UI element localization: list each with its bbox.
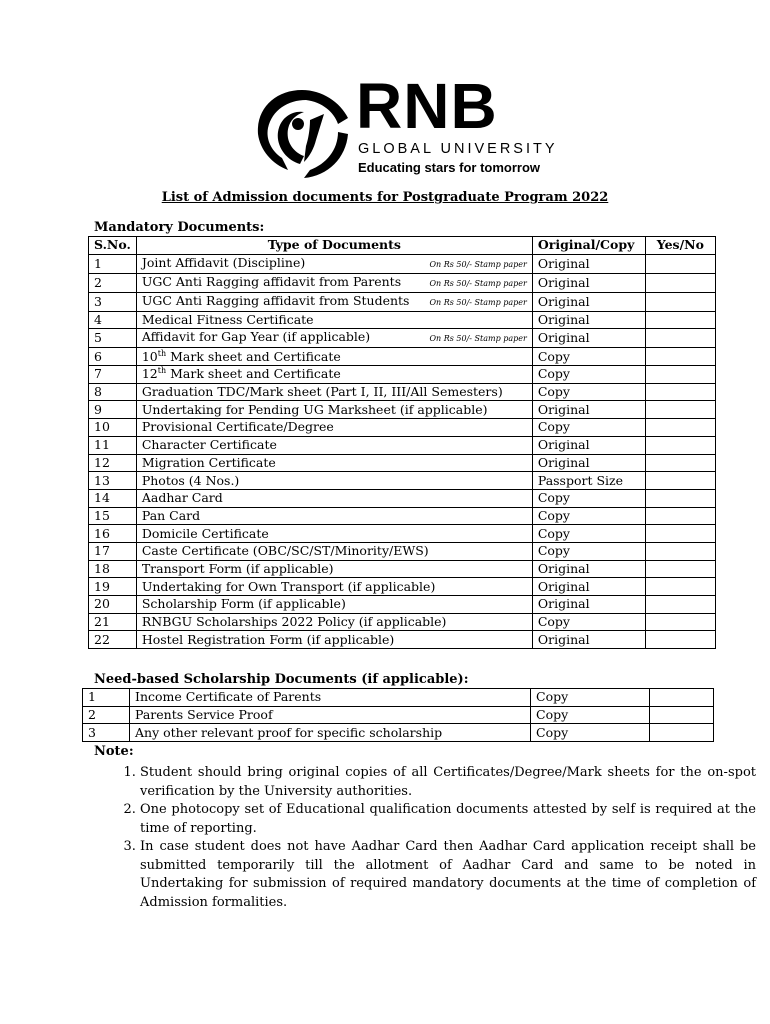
yes-no-cell[interactable] — [645, 507, 715, 525]
serial-number-cell: 18 — [89, 560, 137, 578]
serial-number-cell: 22 — [89, 631, 137, 649]
document-name: Graduation TDC/Mark sheet (Part I, II, III/All Semesters) — [141, 384, 503, 400]
serial-number-cell: 11 — [89, 436, 137, 454]
table-row — [89, 489, 716, 507]
note-item: 2. One photocopy set of Educational qualification documents attested by self is required at the time of reporting. — [140, 801, 756, 838]
document-number: 10 — [141, 348, 158, 364]
document-name: Provisional Certificate/Degree — [141, 419, 334, 435]
yes-no-cell[interactable] — [645, 254, 715, 273]
original-copy-cell: Original — [532, 254, 645, 273]
yes-no-cell[interactable] — [645, 560, 715, 578]
document-type-cell — [136, 348, 532, 366]
yes-no-cell[interactable] — [645, 292, 715, 311]
document-name: Aadhar Card — [141, 490, 223, 506]
university-logo — [252, 70, 562, 180]
notes-heading: Note: — [94, 744, 134, 759]
original-copy-cell: Copy — [532, 542, 645, 560]
original-copy-cell: Copy — [532, 525, 645, 543]
yes-no-cell[interactable] — [645, 613, 715, 631]
document-type-cell — [136, 436, 532, 454]
table-row — [89, 596, 716, 614]
column-header-original-copy: Original/Copy — [532, 237, 645, 255]
original-copy-cell: Original — [532, 631, 645, 649]
original-copy-cell: Copy — [531, 689, 650, 707]
serial-number-cell: 16 — [89, 525, 137, 543]
logo-emblem-icon — [252, 84, 352, 180]
original-copy-cell: Original — [532, 454, 645, 472]
yes-no-cell[interactable] — [645, 401, 715, 419]
table-row — [89, 273, 716, 292]
table-row — [89, 366, 716, 384]
logo-name: RNB — [356, 70, 498, 142]
ordinal-suffix: th — [157, 366, 167, 376]
table-row — [83, 689, 714, 707]
document-name: Undertaking for Own Transport (if applicable) — [141, 578, 436, 594]
table-row — [89, 348, 716, 366]
serial-number-cell: 2 — [83, 706, 130, 724]
serial-number-cell: 19 — [89, 578, 137, 596]
document-type-cell — [136, 273, 532, 292]
document-type-cell — [136, 525, 532, 543]
yes-no-cell[interactable] — [645, 596, 715, 614]
table-row — [89, 578, 716, 596]
stamp-paper-note: On Rs 50/- Stamp paper — [429, 278, 527, 288]
original-copy-cell: Original — [532, 560, 645, 578]
serial-number-cell: 21 — [89, 613, 137, 631]
serial-number-cell: 3 — [83, 724, 130, 742]
stamp-paper-note: On Rs 50/- Stamp paper — [429, 334, 527, 344]
document-name-cell: Parents Service Proof — [130, 706, 531, 724]
document-type-cell — [136, 578, 532, 596]
document-type-cell — [136, 366, 532, 384]
original-copy-cell: Copy — [532, 613, 645, 631]
yes-no-cell[interactable] — [645, 436, 715, 454]
table-row — [89, 472, 716, 490]
yes-no-cell[interactable] — [650, 706, 714, 724]
serial-number-cell: 1 — [83, 689, 130, 707]
yes-no-cell[interactable] — [645, 348, 715, 366]
document-name-cell: Any other relevant proof for specific scholarship — [130, 724, 531, 742]
yes-no-cell[interactable] — [645, 472, 715, 490]
table-row — [89, 383, 716, 401]
serial-number-cell: 7 — [89, 366, 137, 384]
document-number: 12 — [141, 366, 158, 382]
table-row — [89, 329, 716, 348]
scholarship-documents-table — [82, 688, 714, 742]
serial-number-cell: 15 — [89, 507, 137, 525]
logo-tagline: Educating stars for tomorrow — [358, 160, 541, 175]
original-copy-cell: Original — [532, 578, 645, 596]
document-name: Affidavit for Gap Year (if applicable) — [141, 329, 371, 345]
document-type-cell — [136, 507, 532, 525]
document-type-cell — [136, 489, 532, 507]
yes-no-cell[interactable] — [645, 542, 715, 560]
serial-number-cell: 9 — [89, 401, 137, 419]
serial-number-cell: 4 — [89, 311, 137, 329]
document-type-cell — [136, 454, 532, 472]
document-name: Pan Card — [141, 507, 201, 523]
table-row — [89, 454, 716, 472]
serial-number-cell: 5 — [89, 329, 137, 348]
document-name: UGC Anti Ragging affidavit from Students — [141, 292, 410, 308]
document-name: Caste Certificate (OBC/SC/ST/Minority/EWS) — [141, 543, 429, 559]
document-name: Scholarship Form (if applicable) — [141, 596, 346, 612]
mandatory-documents-table — [88, 236, 716, 649]
document-type-cell — [136, 401, 532, 419]
original-copy-cell: Copy — [532, 383, 645, 401]
original-copy-cell: Passport Size — [532, 472, 645, 490]
original-copy-cell: Copy — [532, 507, 645, 525]
document-name: Mark sheet and Certificate — [170, 366, 341, 382]
original-copy-cell: Original — [532, 329, 645, 348]
table-row — [83, 706, 714, 724]
column-header-sno: S.No. — [89, 237, 137, 255]
page-title: List of Admission documents for Postgraduate Program 2022 — [161, 190, 609, 205]
stamp-paper-note: On Rs 50/- Stamp paper — [429, 297, 527, 307]
serial-number-cell: 8 — [89, 383, 137, 401]
document-name-cell: Income Certificate of Parents — [130, 689, 531, 707]
document-type-cell — [136, 311, 532, 329]
table-header-row — [89, 237, 716, 255]
document-name: UGC Anti Ragging affidavit from Parents — [141, 273, 402, 289]
original-copy-cell: Original — [532, 311, 645, 329]
yes-no-cell[interactable] — [645, 273, 715, 292]
yes-no-cell[interactable] — [645, 383, 715, 401]
scholarship-heading: Need-based Scholarship Documents (if applicable): — [94, 672, 469, 687]
document-type-cell — [136, 596, 532, 614]
document-name: Transport Form (if applicable) — [141, 560, 334, 576]
table-row — [89, 525, 716, 543]
table-row — [89, 401, 716, 419]
serial-number-cell: 17 — [89, 542, 137, 560]
column-header-type: Type of Documents — [136, 237, 532, 255]
yes-no-cell[interactable] — [650, 724, 714, 742]
original-copy-cell: Copy — [532, 419, 645, 437]
serial-number-cell: 6 — [89, 348, 137, 366]
table-row — [89, 507, 716, 525]
serial-number-cell: 20 — [89, 596, 137, 614]
table-row — [89, 436, 716, 454]
document-type-cell — [136, 419, 532, 437]
table-row — [89, 542, 716, 560]
document-type-cell — [136, 292, 532, 311]
original-copy-cell: Original — [532, 292, 645, 311]
column-header-yes-no: Yes/No — [645, 237, 715, 255]
yes-no-cell[interactable] — [645, 578, 715, 596]
serial-number-cell: 13 — [89, 472, 137, 490]
document-type-cell — [136, 254, 532, 273]
table-row — [89, 292, 716, 311]
note-item: 1. Student should bring original copies of all Certificates/Degree/Mark sheets for the on-spot verification by the University authorities. — [140, 764, 756, 801]
yes-no-cell[interactable] — [645, 525, 715, 543]
stamp-paper-note: On Rs 50/- Stamp paper — [429, 259, 527, 269]
document-name: Joint Affidavit (Discipline) — [141, 254, 306, 270]
document-name: Undertaking for Pending UG Marksheet (if applicable) — [141, 401, 488, 417]
document-type-cell — [136, 631, 532, 649]
document-name: RNBGU Scholarships 2022 Policy (if applicable) — [141, 614, 447, 630]
original-copy-cell: Copy — [532, 489, 645, 507]
yes-no-cell[interactable] — [645, 311, 715, 329]
yes-no-cell[interactable] — [645, 454, 715, 472]
serial-number-cell: 3 — [89, 292, 137, 311]
document-type-cell — [136, 329, 532, 348]
yes-no-cell[interactable] — [650, 689, 714, 707]
document-type-cell — [136, 472, 532, 490]
original-copy-cell: Copy — [532, 366, 645, 384]
serial-number-cell: 12 — [89, 454, 137, 472]
document-name: Domicile Certificate — [141, 525, 269, 541]
table-row — [89, 613, 716, 631]
original-copy-cell: Original — [532, 401, 645, 419]
mandatory-heading: Mandatory Documents: — [94, 220, 265, 235]
serial-number-cell: 1 — [89, 254, 137, 273]
table-row — [89, 311, 716, 329]
serial-number-cell: 10 — [89, 419, 137, 437]
document-name: Character Certificate — [141, 437, 277, 453]
yes-no-cell[interactable] — [645, 489, 715, 507]
yes-no-cell[interactable] — [645, 329, 715, 348]
document-name: Migration Certificate — [141, 454, 276, 470]
table-row — [89, 560, 716, 578]
document-type-cell — [136, 542, 532, 560]
document-name: Photos (4 Nos.) — [141, 472, 240, 488]
document-name: Mark sheet and Certificate — [170, 348, 341, 364]
yes-no-cell[interactable] — [645, 366, 715, 384]
serial-number-cell: 2 — [89, 273, 137, 292]
document-type-cell — [136, 560, 532, 578]
logo-subtitle: GLOBAL UNIVERSITY — [358, 141, 558, 157]
document-type-cell — [136, 613, 532, 631]
document-name: Hostel Registration Form (if applicable) — [141, 631, 395, 647]
serial-number-cell: 14 — [89, 489, 137, 507]
table-row — [89, 631, 716, 649]
document-name: Medical Fitness Certificate — [141, 312, 314, 328]
original-copy-cell: Copy — [531, 706, 650, 724]
table-row — [83, 724, 714, 742]
table-row — [89, 254, 716, 273]
table-row — [89, 419, 716, 437]
original-copy-cell: Original — [532, 436, 645, 454]
note-item: 3. In case student does not have Aadhar Card then Aadhar Card application receipt shall be submitted temporarily till the allotment of Aadhar Card and same to be noted in Undertaking for submission of required mandatory documents at the time of completion of Admission formalities. — [140, 838, 756, 912]
ordinal-suffix: th — [157, 348, 167, 358]
original-copy-cell: Original — [532, 273, 645, 292]
yes-no-cell[interactable] — [645, 631, 715, 649]
yes-no-cell[interactable] — [645, 419, 715, 437]
original-copy-cell: Copy — [531, 724, 650, 742]
notes-list — [100, 764, 756, 912]
original-copy-cell: Copy — [532, 348, 645, 366]
original-copy-cell: Original — [532, 596, 645, 614]
document-type-cell — [136, 383, 532, 401]
